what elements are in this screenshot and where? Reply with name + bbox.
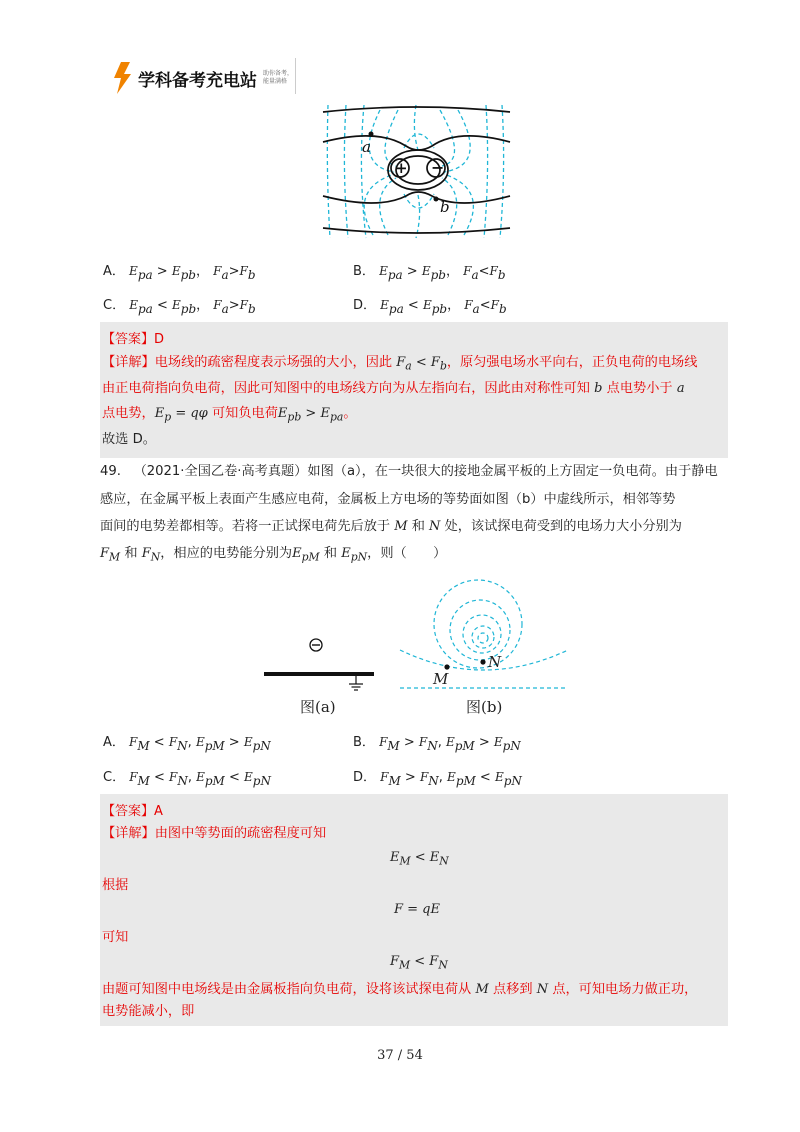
q48-detail-line-2: 由正电荷指向负电荷，因此可知图中的电场线方向为从左指向右，因此由对称性可知 b 点电势小于 a	[102, 381, 685, 396]
logo-subtitle: 助你备考， 能量满格	[263, 70, 294, 85]
svg-text:a: a	[362, 138, 371, 156]
q48-detail-line-1: 【详解】电场线的疏密程度表示场强的大小，因此 $F_a < F_b$，原匀强电场水平向右，正负电荷的电场线	[102, 355, 698, 373]
q49-stem-line-3: 面间的电势差都相等。若将一正试探电荷先后放于 M 和 N 处，该试探电荷受到的电场力大小分别为	[100, 519, 682, 534]
label-m: M	[433, 670, 449, 688]
logo-divider	[295, 58, 296, 94]
q49-stem-line-1: 49. （2021·全国乙卷·高考真题）如图（a），在一块很大的接地金属平板的上方固定一负电荷。由于静电	[100, 464, 718, 479]
figure-b-caption: 图(b)	[466, 698, 503, 716]
figure-b-equipotential	[398, 578, 570, 694]
page-number: 37 / 54	[377, 1048, 423, 1063]
q48-answer: 【答案】D	[102, 332, 165, 347]
q48-option-c[interactable]: C． $E_{pa} < E_{pb}$， $F_a>F_b$	[103, 298, 256, 316]
lightning-icon	[112, 62, 132, 94]
q49-basis-label: 根据	[102, 878, 129, 893]
q48-answer-box	[100, 322, 728, 458]
q49-equation-3: $F_M < F_N$	[390, 954, 448, 972]
q49-option-c[interactable]: C． $F_M < F_N$, $E_{pM} < E_{pN}$	[103, 770, 271, 788]
q49-know-label: 可知	[102, 930, 129, 945]
q48-option-d[interactable]: D． $E_{pa} < E_{pb}$， $F_a<F_b$	[353, 298, 507, 316]
q49-conclusion-line-2: 电势能减小，即	[102, 1004, 195, 1019]
svg-text:−: −	[431, 158, 445, 177]
label-n: N	[488, 653, 502, 671]
q49-option-d[interactable]: D． $F_M > F_N$, $E_{pM} < E_{pN}$	[353, 770, 522, 788]
q48-conclusion: 故选 D。	[102, 432, 156, 447]
svg-text:+: +	[395, 159, 408, 177]
q49-answer: 【答案】A	[102, 804, 163, 819]
q49-stem-line-2: 感应，在金属平板上表面产生感应电荷，金属板上方电场的等势面如图（b）中虚线所示，相邻等势	[100, 492, 676, 507]
q49-detail-line-1: 【详解】由图中等势面的疏密程度可知	[102, 826, 327, 841]
dipole-field-figure	[318, 100, 514, 242]
logo-title: 学科备考充电站	[138, 70, 257, 91]
q49-conclusion-line-1: 由题可知图中电场线是由金属板指向负电荷，设将该试探电荷从 M 点移到 N 点，可知电场力做正功，	[102, 982, 698, 997]
q49-equation-1: $E_M < E_N$	[390, 850, 449, 868]
svg-text:b: b	[440, 198, 450, 216]
q49-option-a[interactable]: A． $F_M < F_N$, $E_{pM} > E_{pN}$	[103, 735, 271, 753]
q49-stem-line-4: $F_M$ 和 $F_N$，相应的电势能分别为$E_{pM}$ 和 $E_{pN}$，则（ ）	[100, 546, 447, 564]
q48-detail-line-3: 点电势，$E_p = q\varphi$ 可知负电荷$E_{pb} > E_{pa}$。	[102, 406, 357, 424]
q49-answer-box	[100, 794, 728, 1026]
logo	[112, 58, 299, 98]
figure-a-metal-plate	[258, 630, 378, 696]
q49-option-b[interactable]: B． $F_M > F_N$, $E_{pM} > E_{pN}$	[353, 735, 521, 753]
q49-equation-2: F = qE	[394, 902, 440, 917]
q48-option-b[interactable]: B． $E_{pa} > E_{pb}$， $F_a<F_b$	[353, 264, 506, 282]
q48-option-a[interactable]: A． $E_{pa} > E_{pb}$， $F_a>F_b$	[103, 264, 256, 282]
figure-a-caption: 图(a)	[300, 698, 336, 716]
